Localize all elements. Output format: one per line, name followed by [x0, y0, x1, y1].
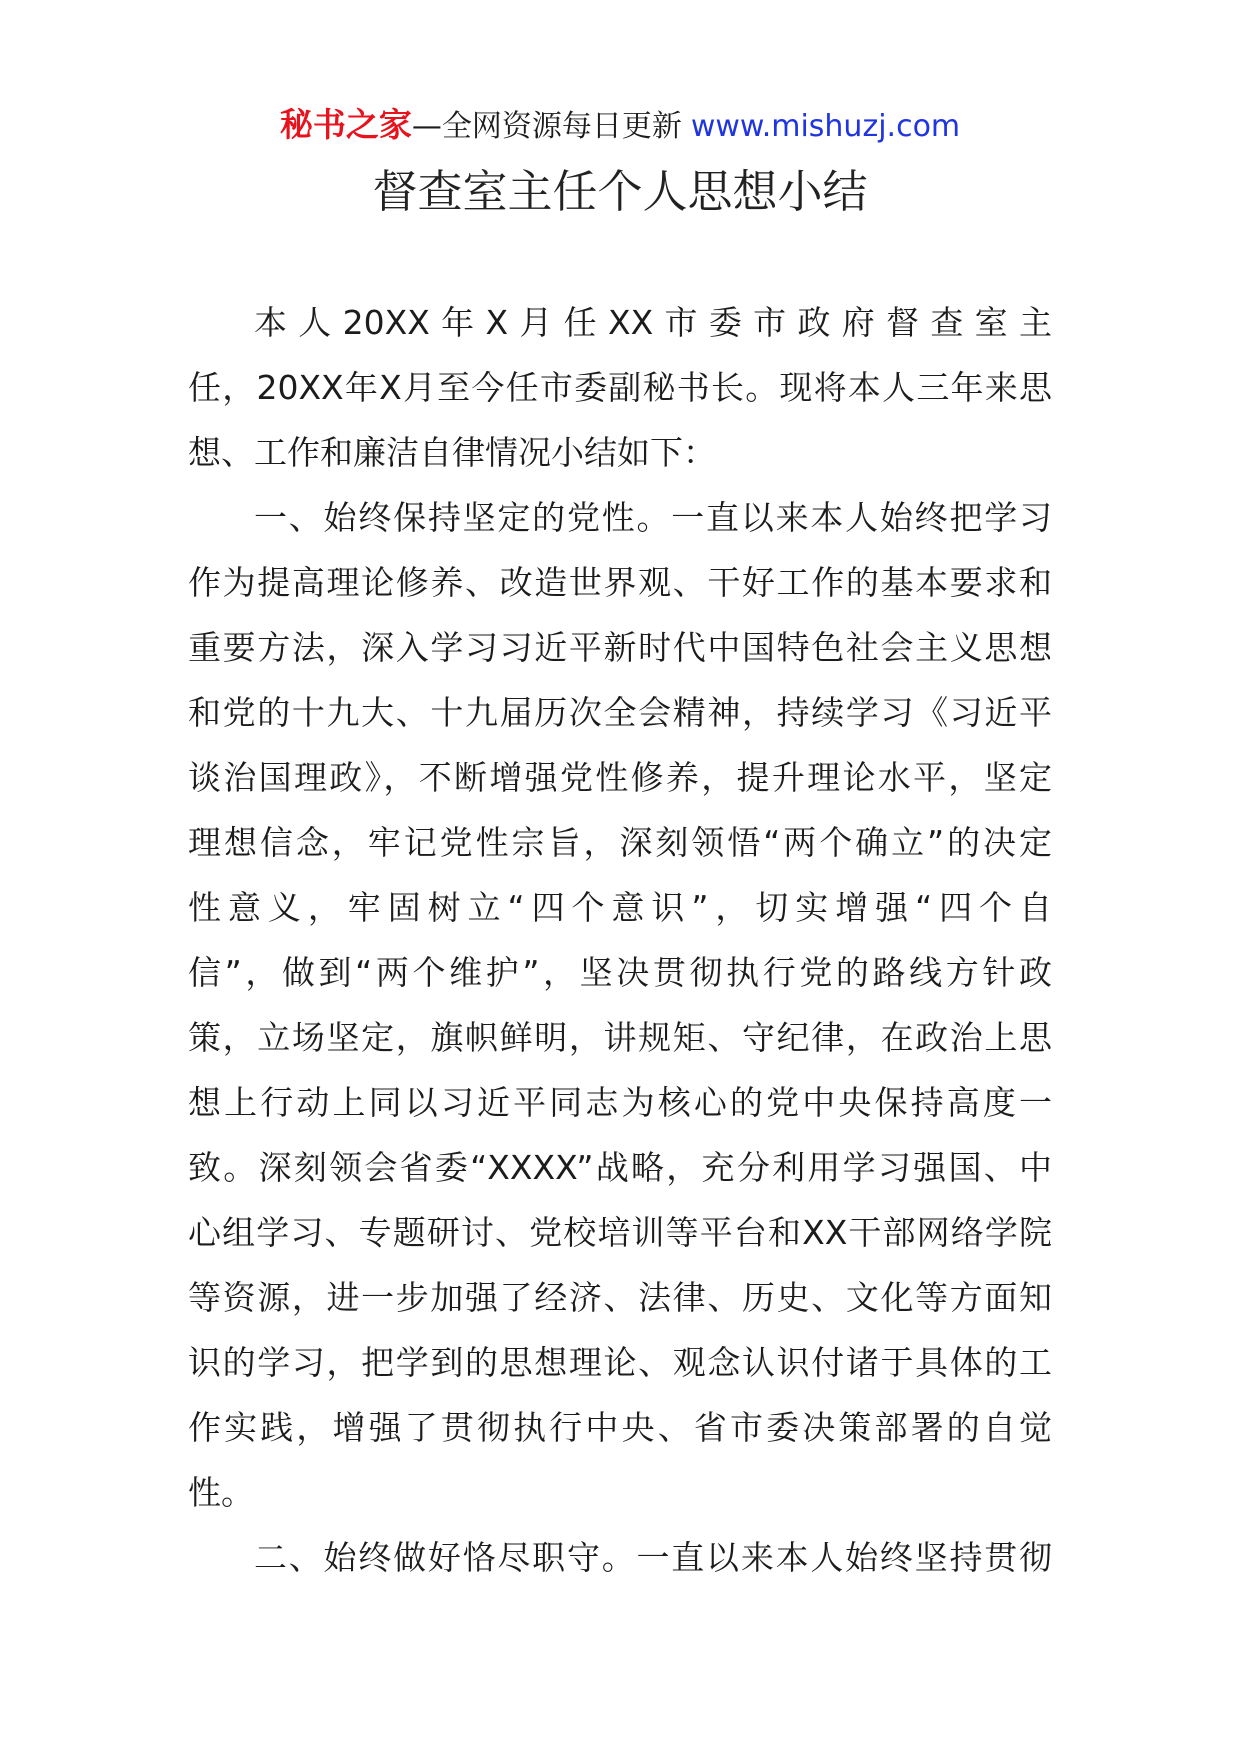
text-line: 作实践，增强了贯彻执行中央、省市委决策部署的自觉: [188, 1408, 1052, 1447]
site-brand-name: 秘书之家: [279, 105, 412, 144]
text-line: 本人20XX年X月任XX市委市政府督查室主: [254, 303, 1052, 342]
text-line: 致。深刻领会省委“XXXX”战略，充分利用学习强国、中: [188, 1148, 1052, 1187]
text-line: 性意义，牢固树立“四个意识”，切实增强“四个自: [188, 888, 1052, 927]
text-line: 任，20XX年X月至今任市委副秘书长。现将本人三年来思: [188, 368, 1052, 407]
site-tagline: —全网资源每日更新: [411, 109, 682, 144]
text-line: 重要方法，深入学习习近平新时代中国特色社会主义思想: [188, 628, 1052, 667]
text-line: 识的学习，把学到的思想理论、观念认识付诸于具体的工: [188, 1343, 1052, 1382]
text-line: 心组学习、专题研讨、党校培训等平台和XX干部网络学院: [188, 1213, 1052, 1252]
text-line: 策，立场坚定，旗帜鲜明，讲规矩、守纪律，在政治上思: [188, 1018, 1052, 1057]
paragraph-intro: [188, 290, 1052, 485]
text-line: 一、始终保持坚定的党性。一直以来本人始终把学习: [254, 498, 1052, 537]
text-line: 二、始终做好恪尽职守。一直以来本人始终坚持贯彻: [254, 1538, 1052, 1577]
text-line: 等资源，进一步加强了经济、法律、历史、文化等方面知: [188, 1278, 1052, 1317]
site-header-banner: [0, 105, 1240, 147]
text-line: 想、工作和廉洁自律情况小结如下：: [188, 433, 716, 472]
text-line: 信”，做到“两个维护”，坚决贯彻执行党的路线方针政: [188, 953, 1052, 992]
site-url: www.mishuzj.com: [690, 109, 961, 144]
paragraph-section-one: [188, 485, 1052, 1525]
text-line: 谈治国理政》，不断增强党性修养，提升理论水平，坚定: [188, 758, 1052, 797]
text-line: 作为提高理论修养、改造世界观、干好工作的基本要求和: [188, 563, 1052, 602]
document-body: [188, 290, 1052, 1590]
document-title: 督查室主任个人思想小结: [372, 165, 868, 218]
text-line: 理想信念，牢记党性宗旨，深刻领悟“两个确立”的决定: [188, 823, 1052, 862]
text-line: 想上行动上同以习近平同志为核心的党中央保持高度一: [188, 1083, 1052, 1122]
paragraph-section-two: [188, 1525, 1052, 1590]
text-line: 性。: [188, 1473, 254, 1512]
text-line: 和党的十九大、十九届历次全会精神，持续学习《习近平: [188, 693, 1052, 732]
